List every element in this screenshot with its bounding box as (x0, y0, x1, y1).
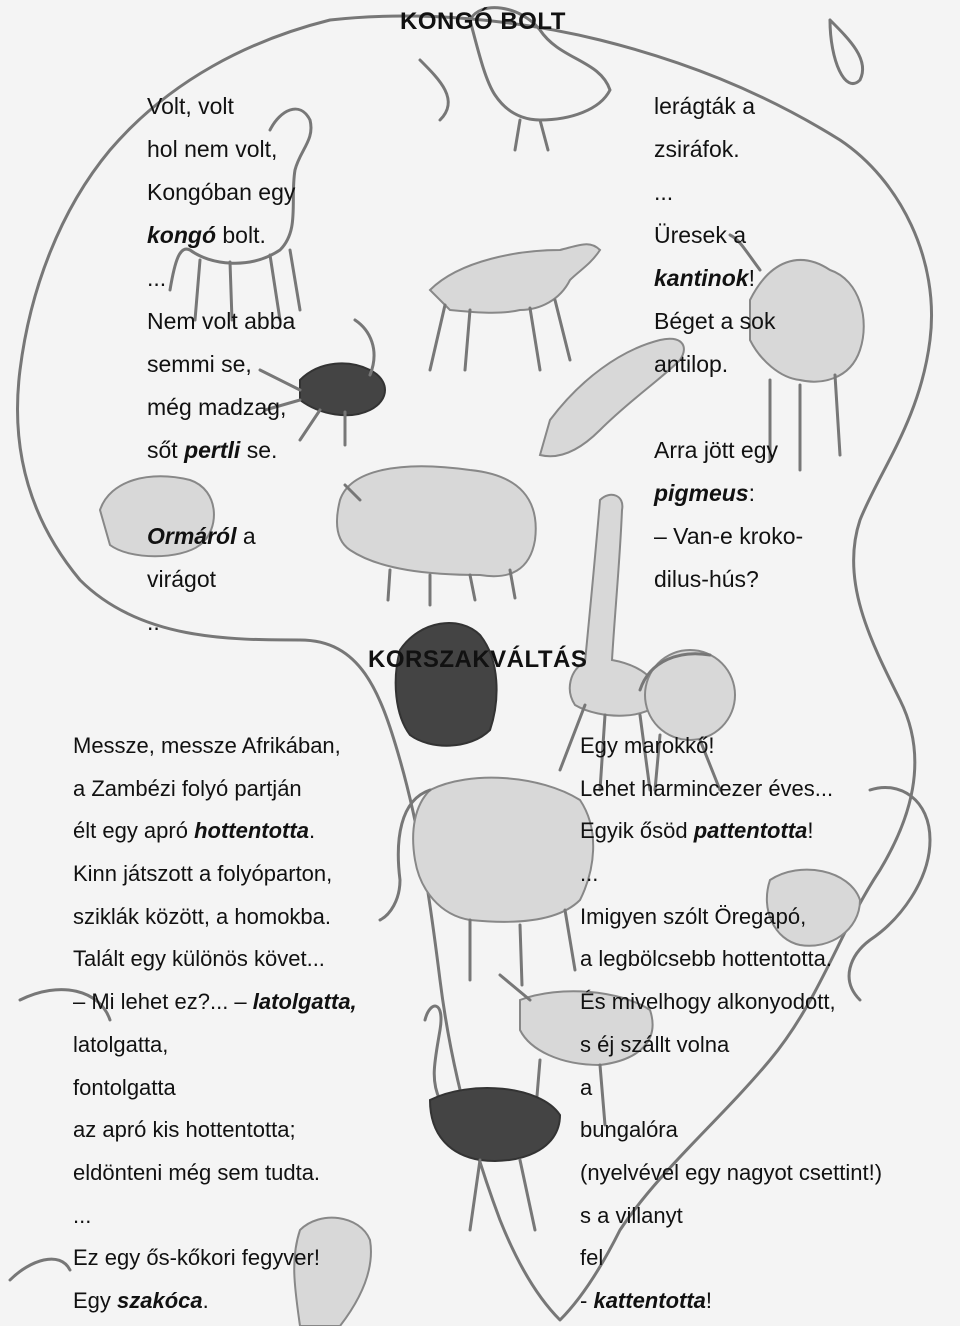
emphasized-word: hottentotta (194, 818, 309, 844)
line-text: Talált egy különös követ... (73, 946, 325, 972)
poem-line (147, 558, 295, 601)
poem-line (73, 896, 357, 939)
poem-line (580, 810, 882, 853)
poem-line (73, 981, 357, 1024)
line-text: antilop. (654, 351, 729, 377)
line-text: élt egy apró (73, 818, 195, 844)
poem-title-korszakvaltas: KORSZAKVÁLTÁS (368, 646, 588, 673)
poem-line (580, 1280, 882, 1323)
line-text: Egy (73, 1287, 118, 1313)
poem-line (147, 343, 295, 386)
line-text: (nyelvével egy nagyot csettint!) (580, 1159, 883, 1185)
poem-line (654, 85, 803, 128)
line-text: sőt (147, 437, 185, 463)
line-text: .. (147, 609, 160, 635)
poem-line (654, 429, 803, 472)
line-text: – Van-e kroko- (654, 523, 804, 549)
emphasized-word: latolgatta, (252, 989, 357, 1015)
poem-line (73, 1024, 357, 1067)
emphasized-word: kantinok (654, 265, 749, 291)
line-text: fontolgatta (73, 1074, 176, 1100)
poem-line (147, 257, 295, 300)
line-text: sziklák között, a homokba. (73, 903, 332, 929)
emphasized-word: szakóca (117, 1287, 203, 1313)
line-text: zsiráfok. (654, 136, 740, 162)
poem-line (654, 300, 803, 343)
line-text: – Mi lehet ez?... – (73, 989, 253, 1015)
line-text: Egyik ősöd (580, 818, 694, 844)
line-text: Nem volt abba (147, 308, 296, 334)
poem-line (580, 981, 882, 1024)
line-text: a Zambézi folyó partján (73, 775, 302, 801)
emphasized-word: Ormáról (147, 523, 237, 549)
poem-line (580, 896, 882, 939)
line-text: ! (705, 1287, 713, 1313)
line-text: lerágták a (654, 93, 756, 119)
poem-line (654, 257, 803, 300)
poem-line (654, 128, 803, 171)
poem-line (73, 1152, 357, 1195)
poem-line (147, 386, 295, 429)
line-text: ... (580, 861, 599, 887)
line-text: Kongóban egy (147, 179, 296, 205)
line-text: : (748, 480, 755, 506)
line-text: Arra jött egy (654, 437, 778, 463)
poem-line (147, 85, 295, 128)
poem-line (73, 938, 357, 981)
poem-line (654, 386, 803, 429)
line-text: dilus-hús? (654, 566, 759, 592)
poem-line (147, 214, 295, 257)
poem-line (654, 558, 803, 601)
poem-line (580, 1067, 882, 1110)
emphasized-word: pattentotta (693, 818, 808, 844)
poem-line (147, 128, 295, 171)
poem1-right-column (654, 85, 803, 601)
line-text: latolgatta, (73, 1031, 169, 1057)
line-text: virágot (147, 566, 217, 592)
poem-line (580, 938, 882, 981)
line-text: eldönteni még sem tudta. (73, 1159, 321, 1185)
poem-line (147, 472, 295, 515)
poem-line (580, 725, 882, 768)
poem-line (73, 768, 357, 811)
poem-line (580, 1024, 882, 1067)
line-text: s éj szállt volna (580, 1031, 730, 1057)
line-text: ... (147, 265, 167, 291)
poem-line (73, 1067, 357, 1110)
poem-line (73, 810, 357, 853)
poem-line (73, 1109, 357, 1152)
poem-line (147, 601, 295, 644)
line-text: se. (240, 437, 278, 463)
line-text: Üresek a (654, 222, 747, 248)
poem-line (580, 853, 882, 896)
poem-line (580, 1109, 882, 1152)
line-text: Imigyen szólt Öregapó, (580, 903, 807, 929)
line-text: Kinn játszott a folyóparton, (73, 861, 333, 887)
poem-line (73, 725, 357, 768)
line-text: bungalóra (580, 1117, 678, 1143)
poem2-right-column (580, 725, 882, 1323)
line-text: Volt, volt (147, 93, 234, 119)
line-text: És mivelhogy alkonyodott, (580, 989, 836, 1015)
line-text: a (580, 1074, 593, 1100)
line-text: . (202, 1287, 209, 1313)
poem-line (147, 429, 295, 472)
line-text: Egy marokkő! (580, 733, 715, 758)
poem-line (73, 1237, 357, 1280)
line-text: a legbölcsebb hottentotta. (580, 946, 832, 972)
line-text: semmi se, (147, 351, 252, 377)
poem-line (654, 214, 803, 257)
poem-line (147, 300, 295, 343)
poem-line (654, 171, 803, 214)
line-text: Lehet harmincezer éves... (580, 775, 834, 801)
line-text: még madzag, (147, 394, 287, 420)
line-text: hol nem volt, (147, 136, 278, 162)
line-text: a (236, 523, 256, 549)
poem-line (654, 515, 803, 558)
poem2-left-column (73, 725, 357, 1323)
line-text: ... (654, 179, 674, 205)
emphasized-word: pertli (184, 437, 241, 463)
poem-line (147, 171, 295, 214)
line-text: - (580, 1287, 594, 1313)
poem-line (654, 343, 803, 386)
line-text: az apró kis hottentotta; (73, 1117, 296, 1143)
emphasized-word: pigmeus (654, 480, 749, 506)
emphasized-word: kongó (147, 222, 216, 248)
line-text: . (308, 818, 316, 844)
emphasized-word: kattentotta (593, 1287, 706, 1313)
poem-line (580, 768, 882, 811)
line-text: Messze, messze Afrikában, (73, 733, 341, 758)
poem-line (580, 1237, 882, 1280)
line-text: ... (73, 1202, 92, 1228)
poem1-left-column (147, 85, 295, 644)
line-text: s a villanyt (580, 1202, 683, 1228)
poem-line (73, 853, 357, 896)
poem-line (580, 1195, 882, 1238)
line-text: Ez egy ős-kőkori fegyver! (73, 1245, 320, 1271)
line-text: bolt. (216, 222, 266, 248)
poem-line (580, 1152, 882, 1195)
line-text: ! (807, 818, 814, 844)
line-text: ! (748, 265, 755, 291)
poem-line (73, 1280, 357, 1323)
poem-title-kongo-bolt: KONGÓ BOLT (400, 8, 566, 35)
poem-line (73, 1195, 357, 1238)
poem-line (147, 515, 295, 558)
poem-line (654, 472, 803, 515)
line-text: fel (580, 1245, 604, 1271)
line-text: Béget a sok (654, 308, 776, 334)
